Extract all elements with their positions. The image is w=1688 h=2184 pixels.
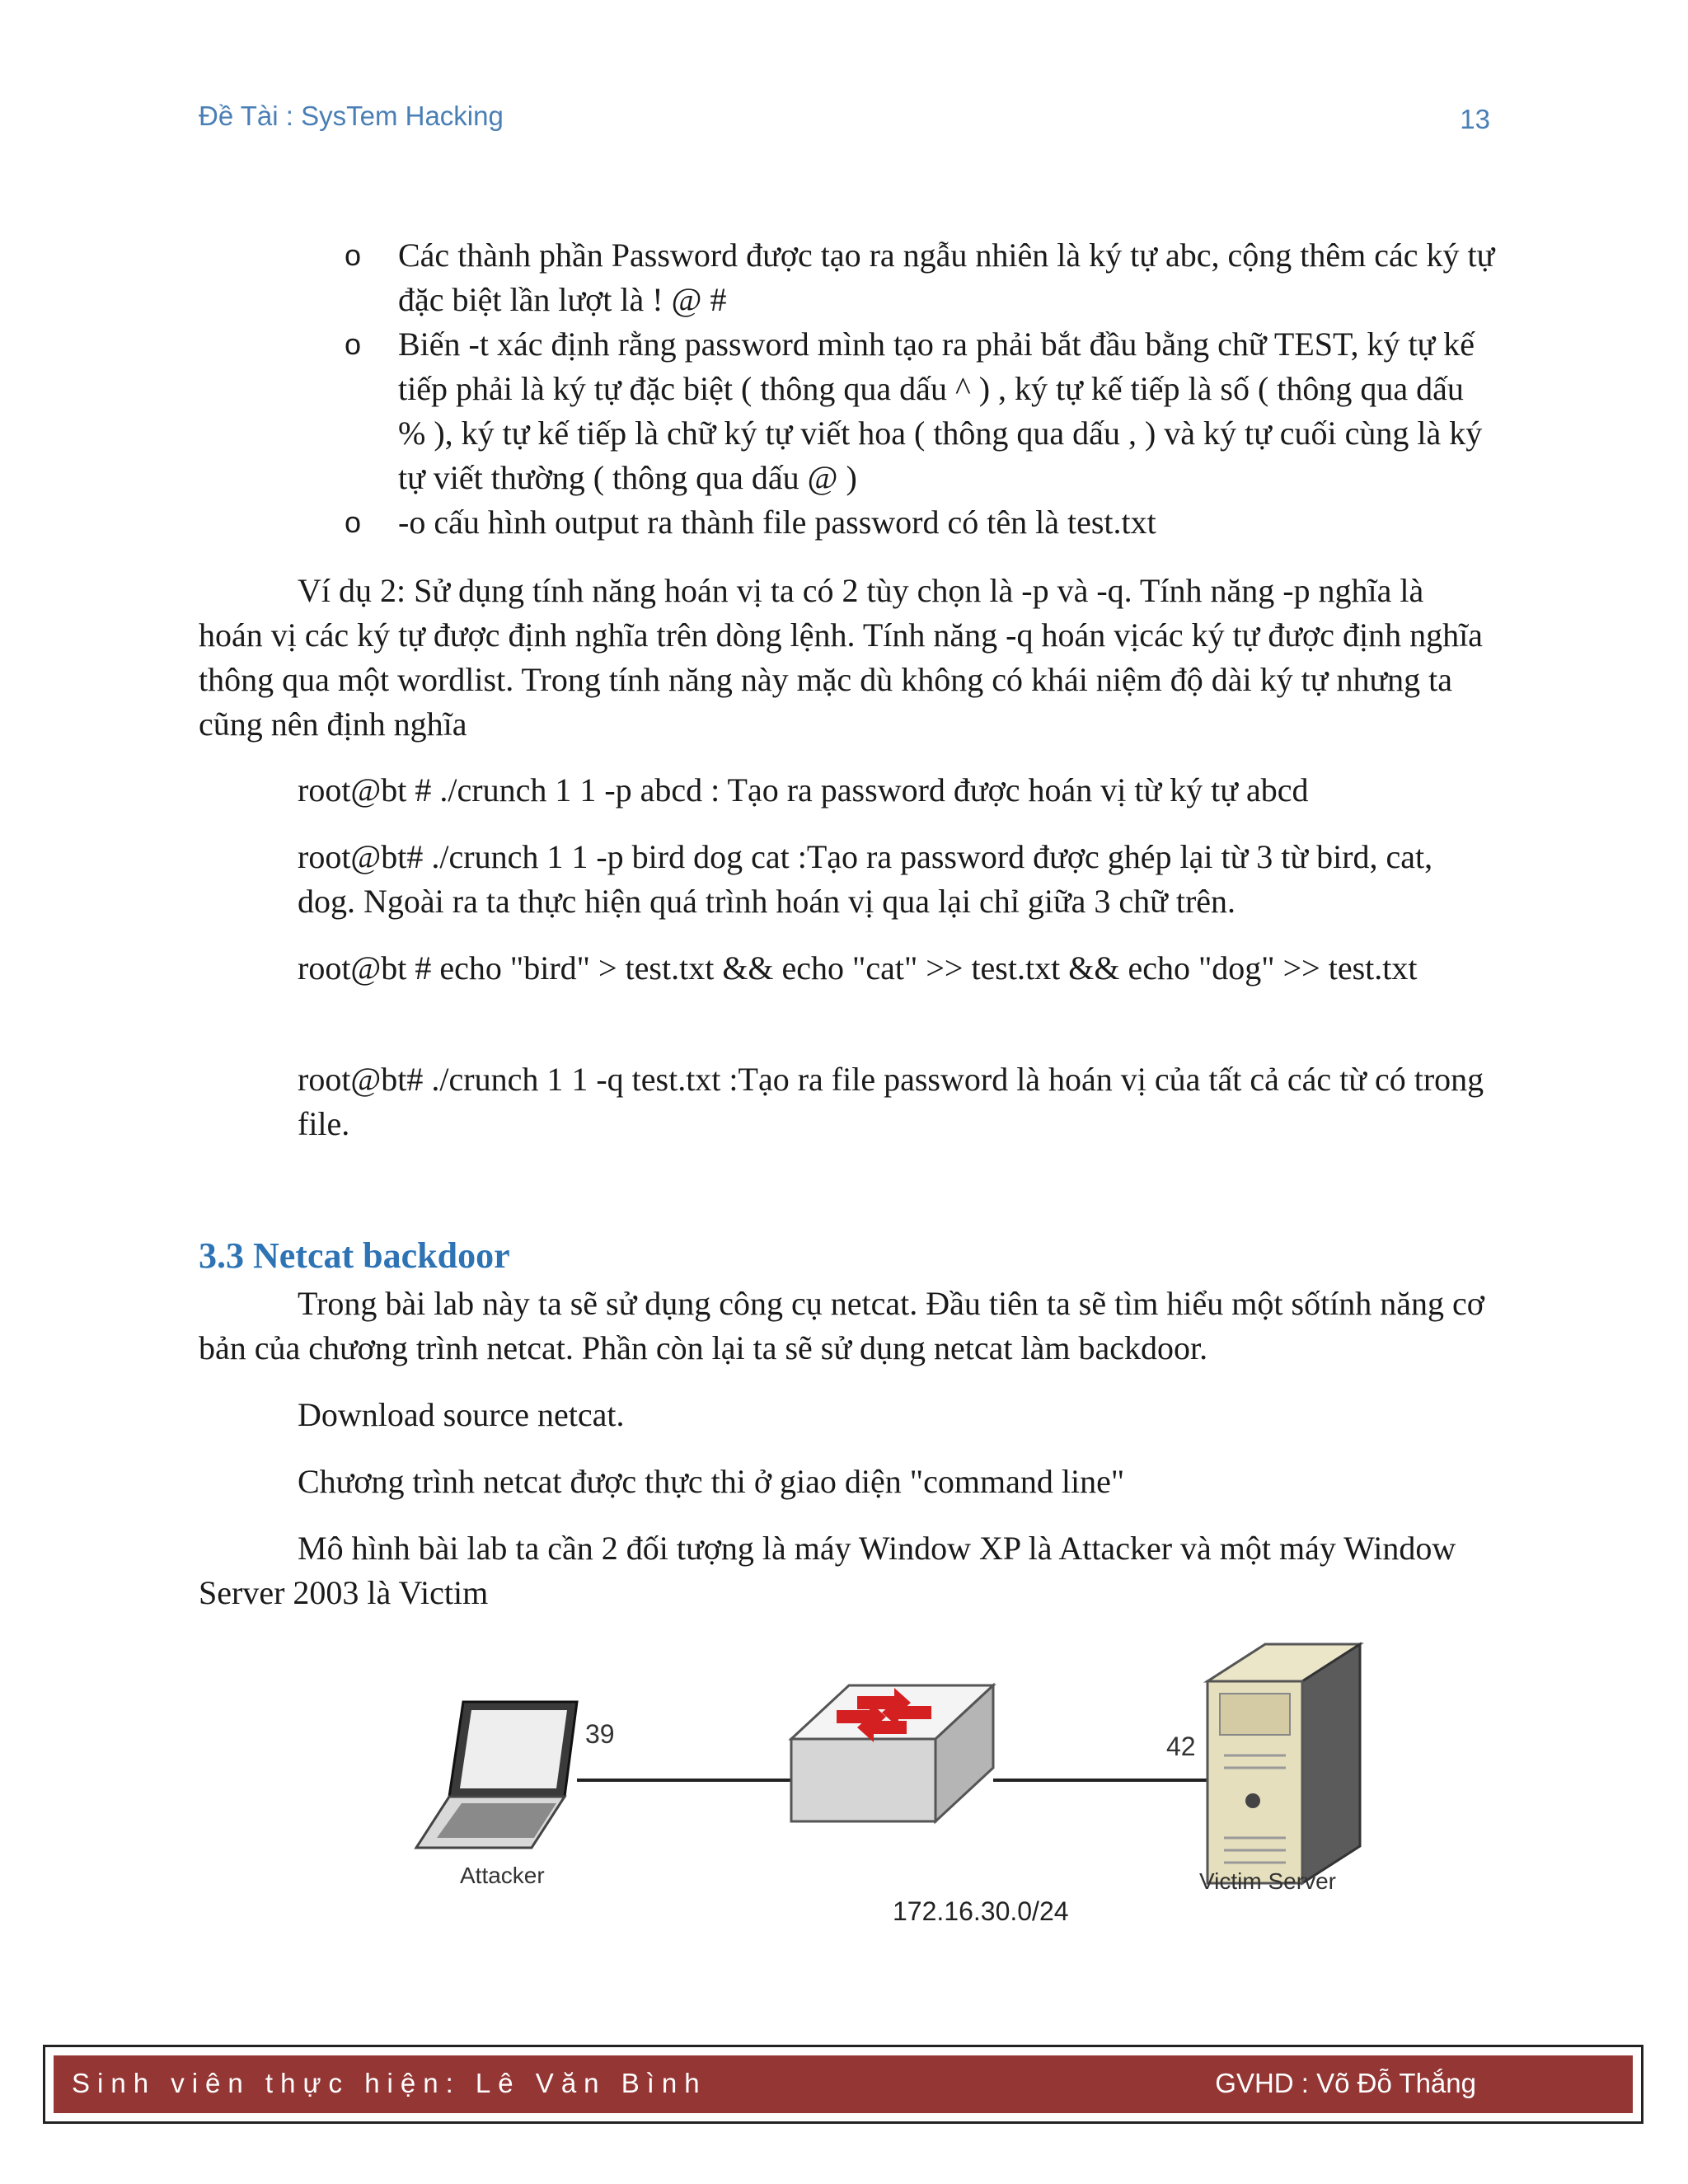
footer-advisor: GVHD : Võ Đỗ Thắng bbox=[1215, 2068, 1476, 2098]
command-line-1: root@bt # ./crunch 1 1 -p abcd : Tạo ra password được hoán vị từ ký tự abcd bbox=[298, 771, 1309, 808]
network-diagram bbox=[412, 1632, 1401, 1945]
switch-icon bbox=[791, 1685, 993, 1821]
command-line-2: root@bt# ./crunch 1 1 -p bird dog cat :Tạo ra password được ghép lại từ 3 từ bird, cat, dog. Ngoài ra ta thực hiện quá trình hoán vị qua lại chỉ giữa 3 chữ trên. bbox=[298, 838, 1433, 920]
bullet-mark: o bbox=[345, 505, 362, 539]
page-number: 13 bbox=[1460, 104, 1490, 134]
section-heading: 3.3 Netcat backdoor bbox=[199, 1235, 510, 1276]
footer-student: Sinh viên thực hiện: Lê Văn Bình bbox=[72, 2068, 707, 2098]
victim-host-label: 42 bbox=[1166, 1732, 1196, 1761]
bullet-text: Các thành phần Password được tạo ra ngẫu nhiên là ký tự abc, cộng thêm các ký tự đặc biệt lần lượt là ! @ # bbox=[398, 237, 1495, 318]
attacker-host-label: 39 bbox=[585, 1719, 615, 1749]
header-title: Đề Tài : SysTem Hacking bbox=[199, 101, 504, 131]
bullet-list bbox=[345, 233, 1498, 545]
bullet-mark: o bbox=[345, 327, 362, 361]
bullet-text: Biến -t xác định rằng password mình tạo ra phải bắt đầu bằng chữ TEST, ký tự kế tiếp phải là ký tự đặc biệt ( thông qua dấu ^ ) , ký tự kế tiếp là số ( thông qua dấu % ), ký tự kế tiếp là chữ ký tự viết hoa ( thông qua dấu , ) và ký tự cuối cùng là ký tự viết thường ( thông qua dấu @ ) bbox=[398, 326, 1483, 496]
server-icon bbox=[1207, 1644, 1360, 1883]
list-item bbox=[345, 233, 1498, 322]
laptop-icon bbox=[416, 1702, 577, 1848]
victim-label: Victim Server bbox=[1199, 1868, 1336, 1894]
network-label: 172.16.30.0/24 bbox=[893, 1896, 1069, 1926]
bullet-mark: o bbox=[345, 238, 362, 272]
list-item bbox=[345, 322, 1498, 500]
list-item bbox=[345, 500, 1498, 545]
footer-bar bbox=[54, 2055, 1633, 2113]
example-2-paragraph: Ví dụ 2: Sử dụng tính năng hoán vị ta có 2 tùy chọn là -p và -q. Tính năng -p nghĩa là hoán vị các ký tự được định nghĩa trên dòng lệnh. Tính năng -q hoán vịcác ký tự được định nghĩa thông qua một wordlist. Trong tính năng này mặc dù không có khái niệm độ dài ký tự nhưng ta cũng nên định nghĩa bbox=[199, 572, 1483, 743]
command-line-4: root@bt# ./crunch 1 1 -q test.txt :Tạo ra file password là hoán vị của tất cả các từ có trong file. bbox=[298, 1061, 1484, 1142]
attacker-label: Attacker bbox=[460, 1863, 545, 1888]
download-line: Download source netcat. bbox=[298, 1396, 625, 1433]
bullet-text: -o cấu hình output ra thành file password có tên là test.txt bbox=[398, 504, 1156, 541]
model-paragraph: Mô hình bài lab ta cần 2 đối tượng là máy Window XP là Attacker và một máy Window Server 2003 là Victim bbox=[199, 1530, 1456, 1611]
section-intro: Trong bài lab này ta sẽ sử dụng công cụ netcat. Đầu tiên ta sẽ tìm hiểu một sốtính năng cơ bản của chương trình netcat. Phần còn lại ta sẽ sử dụng netcat làm backdoor. bbox=[199, 1285, 1484, 1366]
cmdline-line: Chương trình netcat được thực thi ở giao diện "command line" bbox=[298, 1463, 1125, 1500]
command-line-3: root@bt # echo "bird" > test.txt && echo "cat" >> test.txt && echo "dog" >> test.txt bbox=[298, 949, 1418, 987]
footer bbox=[43, 2045, 1643, 2124]
